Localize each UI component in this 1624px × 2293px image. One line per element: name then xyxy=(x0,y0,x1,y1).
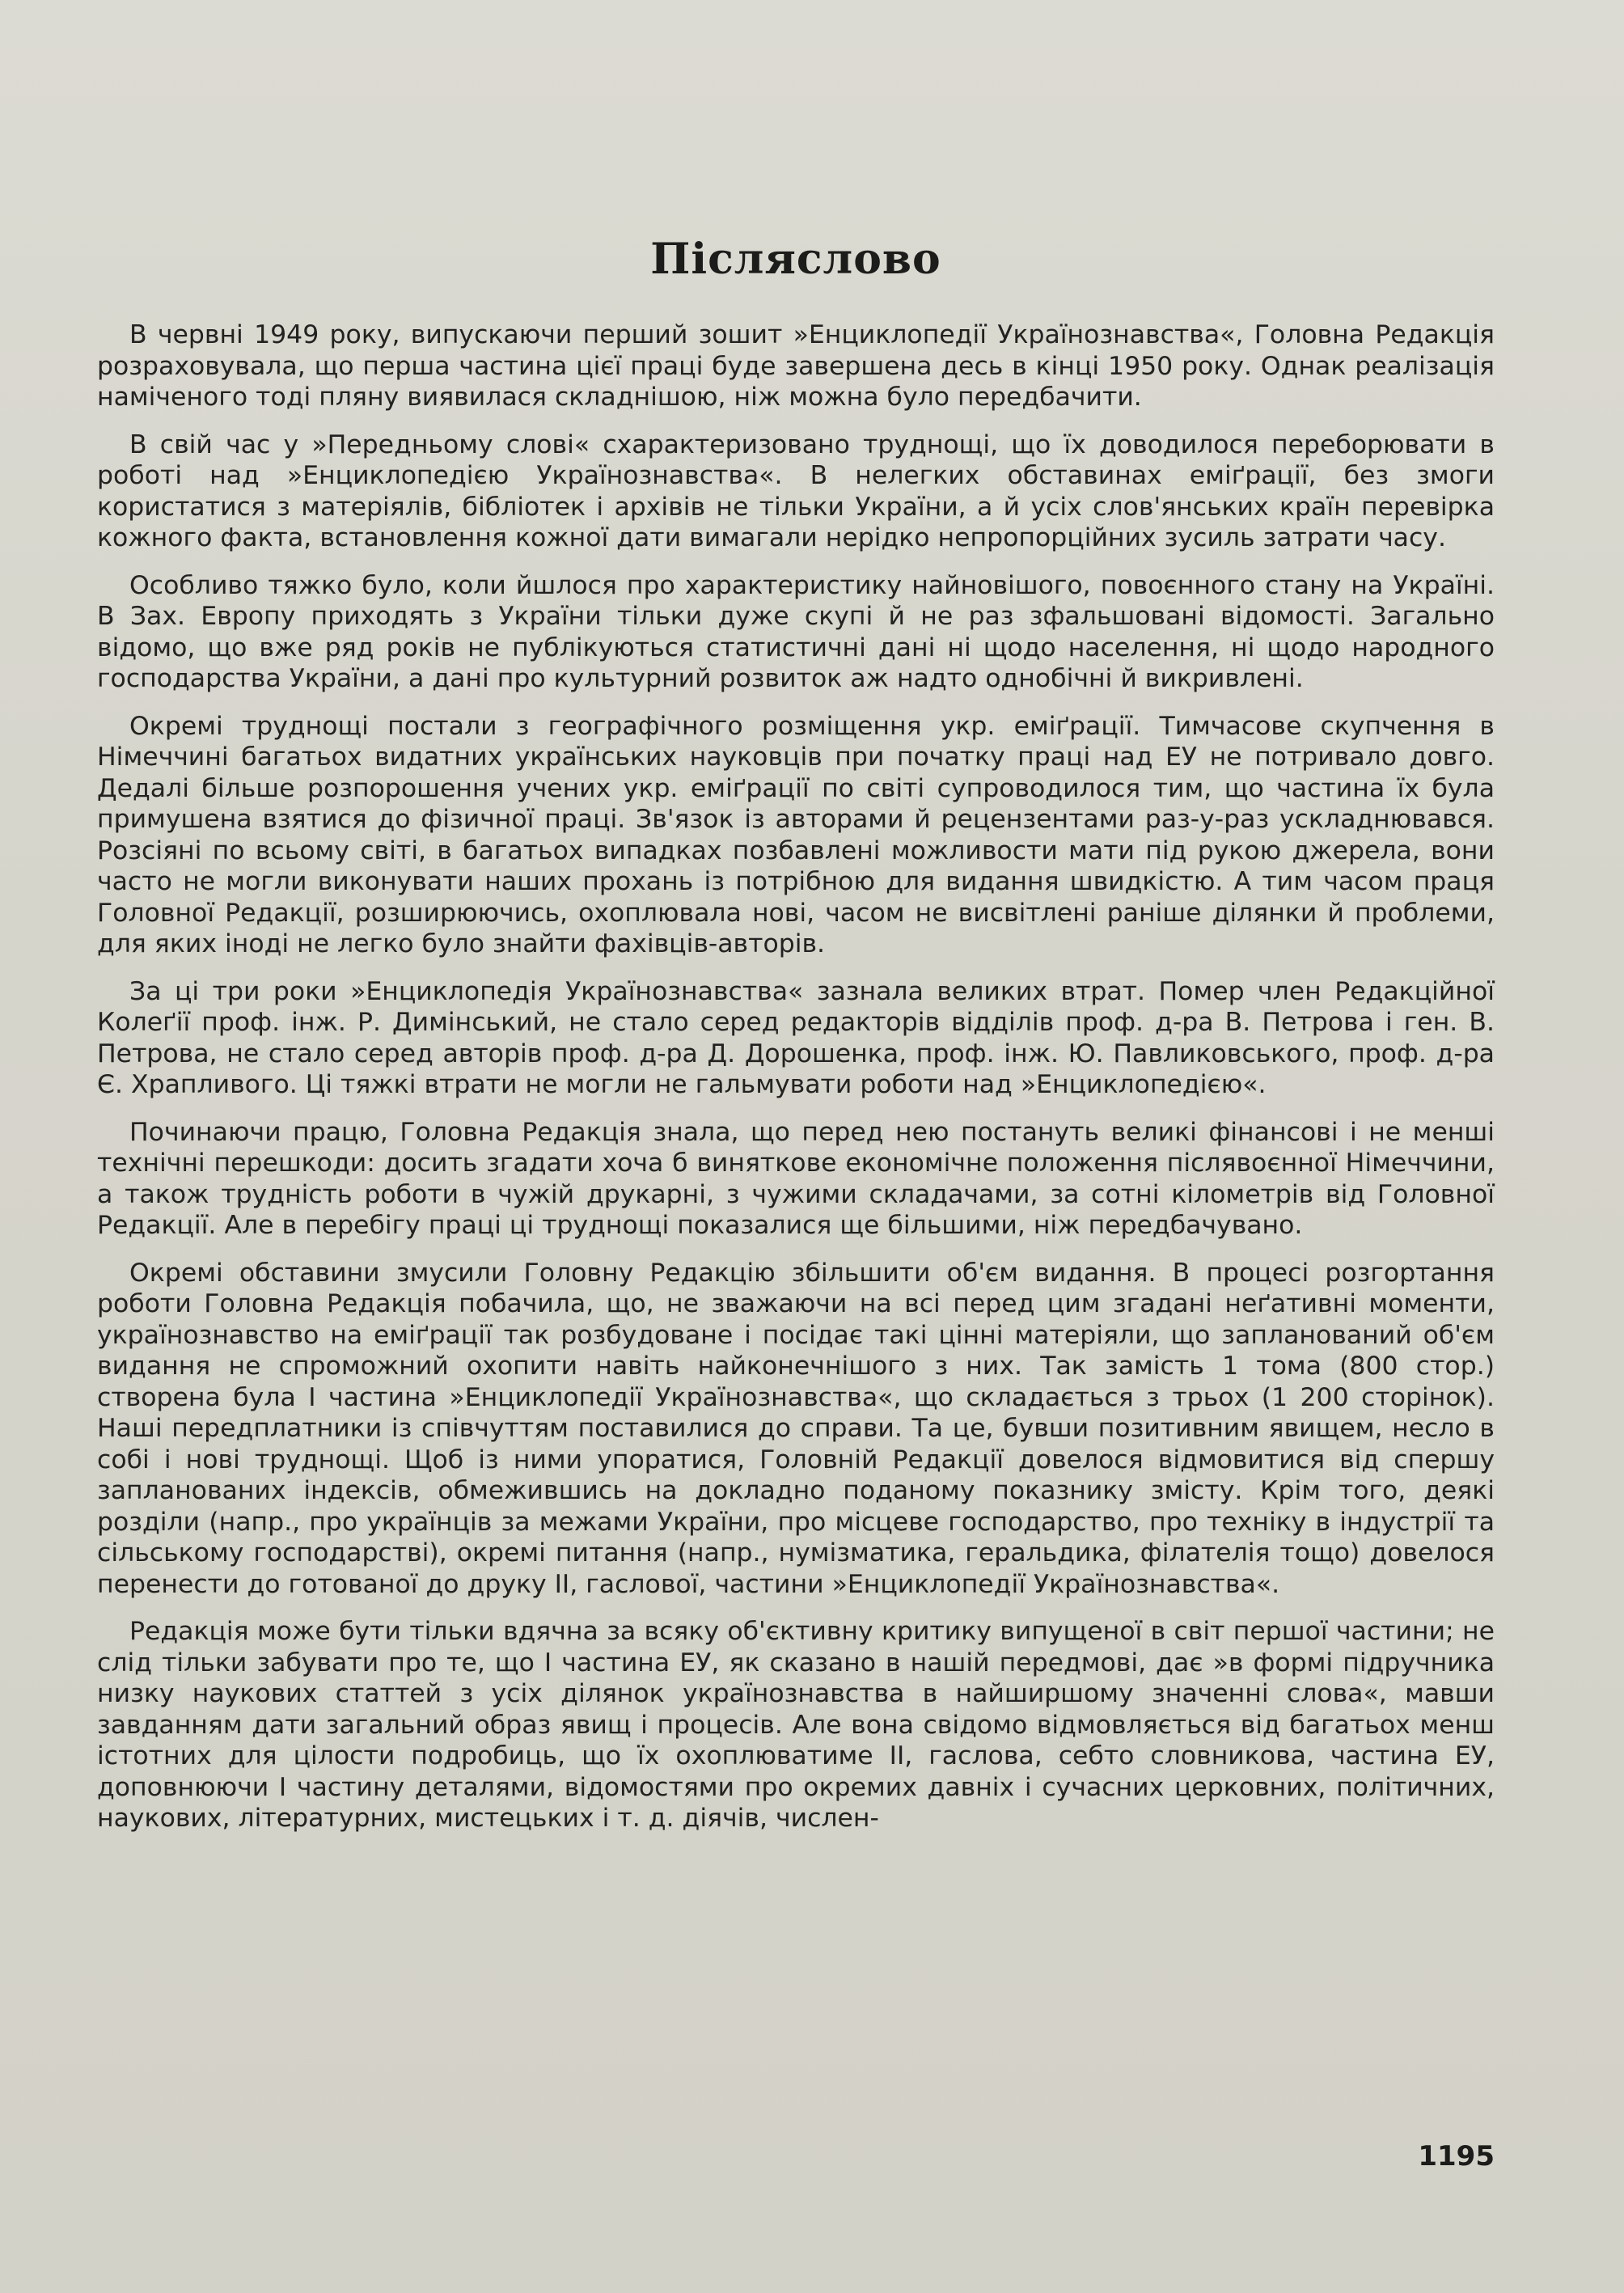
paragraph-4: Окремі труднощі постали з географічного розміщення укр. еміґрації. Тимчасове скупчення в Німеччині багатьох видатних українських науковців при початку праці над ЕУ не потривало довго. Дедалі більше розпорошення учених укр. еміґрації по світі супроводилося тим, що частина їх була примушена взятися до фізичної праці. Зв'язок із авторами й рецензентами раз-у-раз ускладнювався. Розсіяні по всьому світі, в багатьох випадках позбавлені можливости мати під рукою джерела, вони часто не могли виконувати наших прохань із потрібною для видання швидкістю. А тим часом праця Головної Редакції, розширюючись, охоплювала нові, часом не висвітлені раніше ділянки й проблеми, для яких іноді не легко було знайти фахівців-авторів. xyxy=(97,711,1495,958)
paragraph-7: Окремі обставини змусили Головну Редакцію збільшити об'єм видання. В процесі розгортання роботи Головна Редакція побачила, що, не зважаючи на всі перед цим згадані неґативні моменти, українознавство на еміґрації так розбудоване і посідає такі цінні матеріяли, що запланований об'єм видання не спроможний охопити навіть найконечнішого з них. Так замість 1 тома (800 стор.) створена була I частина »Енциклопедії Українознавства«, що складається з трьох (1 200 сторінок). Наші передплатники із співчуттям поставилися до справи. Та це, бувши позитивним явищем, несло в собі і нові труднощі. Щоб із ними упоратися, Головній Редакції довелося відмовитися від спершу запланованих індексів, обмежившись на докладно поданому показнику змісту. Крім того, деякі розділи (напр., про українців за межами України, про місцеве господарство, про техніку в індустрії та сільському господарстві), окремі питання (напр., нумізматика, геральдика, філателія тощо) довелося перенести до готованої до друку II, гаслової, частини »Енциклопедії Українознавства«. xyxy=(97,1258,1495,1599)
paragraph-6: Починаючи працю, Головна Редакція знала, що перед нею постануть великі фінансові і не менші технічні перешкоди: досить згадати хоча б виняткове економічне положення післявоєнної Німеччини, а також трудність роботи в чужій друкарні, з чужими складачами, за сотні кілометрів від Головної Редакції. Але в перебігу праці ці труднощі показалися ще більшими, ніж передбачувано. xyxy=(97,1117,1495,1240)
paragraph-1: В червні 1949 року, випускаючи перший зошит »Енциклопедії Українознавства«, Головна Редакція розраховувала, що перша частина цієї праці буде завершена десь в кінці 1950 року. Однак реалізація наміченого тоді пляну виявилася складнішою, ніж можна було передбачити. xyxy=(97,320,1495,412)
paragraph-3: Особливо тяжко було, коли йшлося про характеристику найновішого, повоєнного стану на Україні. В Зах. Европу приходять з України тільки дуже скупі й не раз зфальшовані відомості. Загально відомо, що вже ряд років не публікуються статистичні дані ні щодо населення, ні щодо народного господарства України, а дані про культурний розвиток аж надто однобічні й викривлені. xyxy=(97,570,1495,693)
paragraph-5: За ці три роки »Енциклопедія Українознавства« зазнала великих втрат. Помер член Редакційної Колеґії проф. інж. Р. Димінський, не стало серед редакторів відділів проф. д-ра В. Петрова і ген. В. Петрова, не стало серед авторів проф. д-ра Д. Дорошенка, проф. інж. Ю. Павликовського, проф. д-ра Є. Храпливого. Ці тяжкі втрати не могли не гальмувати роботи над »Енциклопедією«. xyxy=(97,976,1495,1099)
paragraph-8: Редакція може бути тільки вдячна за всяку об'єктивну критику випущеної в світ першої частини; не слід тільки забувати про те, що I частина ЕУ, як сказано в нашій передмові, дає »в формі підручника низку наукових статтей з усіх ділянок українознавства в найширшому значенні слова«, мавши завданням дати загальний образ явищ і процесів. Але вона свідомо відмовляється від багатьох менш істотних для цілости подробиць, що їх охоплюватиме II, гаслова, себто словникова, частина ЕУ, доповнюючи I частину деталями, відомостями про окремих давніх і сучасних церковних, політичних, наукових, літературних, мистецьких і т. д. діячів, числен- xyxy=(97,1617,1495,1833)
paragraph-2: В свій час у »Передньому слові« схарактеризовано труднощі, що їх доводилося переборювати в роботі над »Енциклопедією Українознавства«. В нелегких обставинах еміґрації, без змоги користатися з матеріялів, бібліотек і архівів не тільки України, а й усіх слов'янських країн перевірка кожного факта, встановлення кожної дати вимагали нерідко непропорційних зусиль затрати часу. xyxy=(97,429,1495,552)
page-number: 1195 xyxy=(1418,2140,1495,2172)
page-title: Післяслово xyxy=(650,235,941,284)
